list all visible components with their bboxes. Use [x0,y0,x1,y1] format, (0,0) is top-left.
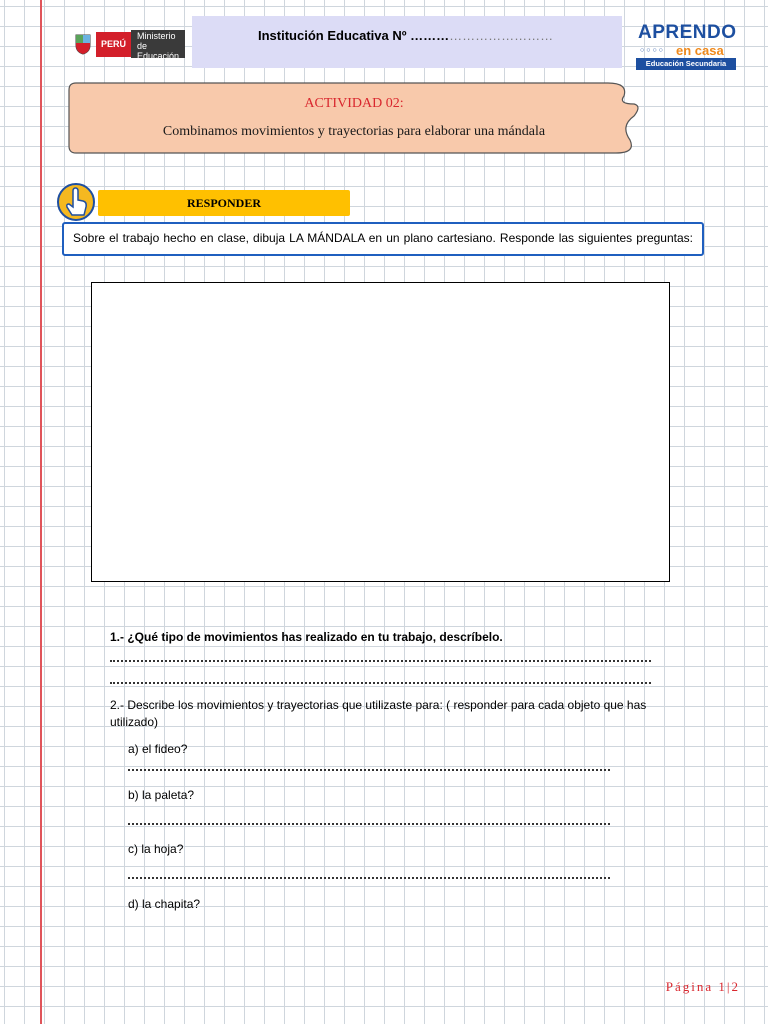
activity-title: ACTIVIDAD 02: [304,96,404,111]
answer-line-2b[interactable] [128,823,610,825]
peru-label: PERÚ [96,32,131,57]
answer-line-1a[interactable] [110,660,651,662]
question-2a: a) el fideo? [128,742,188,756]
banner-shape [68,82,640,154]
institution-field[interactable] [192,16,622,68]
peru-ministry-logo [74,30,185,61]
pointing-hand-icon [56,182,96,222]
instruction-text: Sobre el trabajo hecho en clase, dibuja LA MÁNDALA en un plano cartesiano. Responde las siguientes preguntas: [73,231,693,245]
institution-label [258,28,553,43]
aprendo-en-casa-logo [630,20,742,74]
answer-line-2a[interactable] [128,769,610,771]
question-2c: c) la hoja? [128,842,184,856]
page-number: Página 1|2 [665,979,740,994]
ministry-line-2: de Educación [137,40,180,61]
question-2b: b) la paleta? [128,788,195,802]
aprendo-band: Educación Secundaria [636,58,736,70]
institution-dots: …………………… [449,28,554,43]
institution-text: Institución Educativa Nº ……… [258,28,450,43]
notebook-margin-line [40,0,42,1024]
question-2d: d) la chapita? [128,897,201,911]
aprendo-sub: en casa [676,43,724,58]
activity-banner [68,82,640,154]
responder-label: RESPONDER [98,190,350,216]
question-2: 2.- Describe los movimientos y trayectorias que utilizaste para: ( responder para cada objeto que has utilizado) [110,698,647,729]
peru-shield-icon [74,33,92,55]
instruction-box [62,222,704,256]
ministry-line-1: Ministerio [137,31,176,41]
answer-line-2c[interactable] [128,877,610,879]
drawing-area[interactable] [91,282,670,582]
ministry-label [131,30,185,61]
activity-subtitle: Combinamos movimientos y trayectorias para elaborar una mándala [162,124,546,139]
answer-line-1b[interactable] [110,682,651,684]
aprendo-title: APRENDO [638,22,737,43]
question-1: 1.- ¿Qué tipo de movimientos has realizado en tu trabajo, descríbelo. [110,630,503,644]
aprendo-dots-icon: ○○○○ [640,47,665,54]
